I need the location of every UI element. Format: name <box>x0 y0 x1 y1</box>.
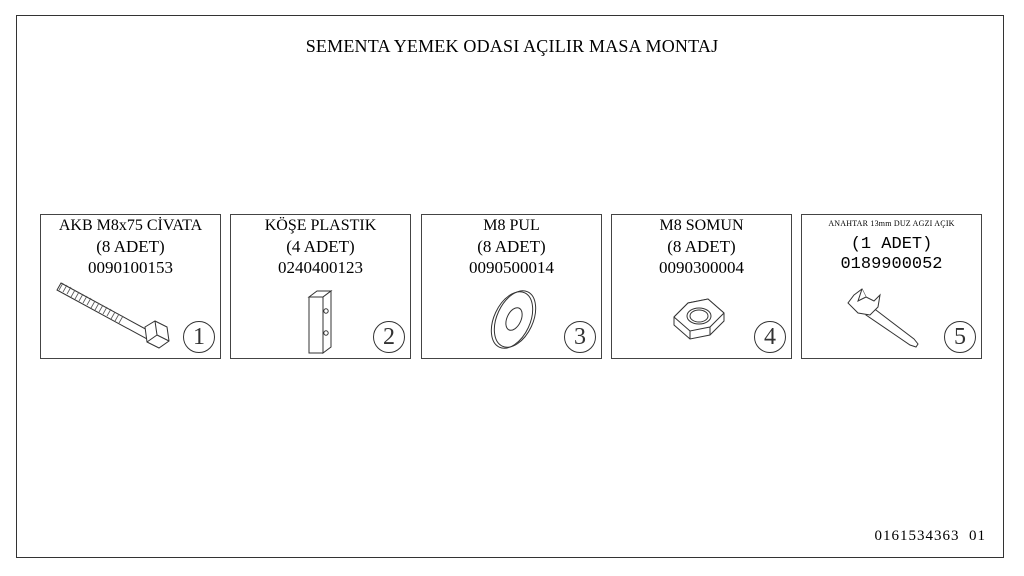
part-code: 0090300004 <box>659 258 744 277</box>
part-name: M8 PUL <box>483 217 540 234</box>
part-number-badge: 5 <box>944 321 976 353</box>
document-number: 0161534363 01 <box>874 528 986 544</box>
part-code: 0189900052 <box>840 255 943 274</box>
part-number-badge: 3 <box>564 321 596 353</box>
part-quantity: (4 ADET) <box>286 237 355 256</box>
part-number-badge: 4 <box>754 321 786 353</box>
part-quantity: (8 ADET) <box>96 237 165 256</box>
part-name: ANAHTAR 13mm DUZ AGZI AÇIK <box>828 219 955 228</box>
part-card-bolt <box>40 214 221 359</box>
page-title: SEMENTA YEMEK ODASI AÇILIR MASA MONTAJ <box>305 36 719 56</box>
part-code: 0090500014 <box>469 258 554 277</box>
part-code: 0240400123 <box>278 258 363 277</box>
part-number-badge: 1 <box>183 321 215 353</box>
part-card-washer <box>421 214 602 359</box>
part-card-hex-nut <box>611 214 792 359</box>
part-card-wrench <box>801 214 982 359</box>
part-number-badge: 2 <box>373 321 405 353</box>
part-code: 0090100153 <box>88 258 173 277</box>
part-name: KÖŞE PLASTIK <box>264 217 377 234</box>
part-quantity: (8 ADET) <box>667 237 736 256</box>
part-name: AKB M8x75 CİVATA <box>58 217 203 234</box>
part-quantity: (8 ADET) <box>477 237 546 256</box>
part-name: M8 SOMUN <box>659 217 744 234</box>
part-card-corner-plastic <box>230 214 411 359</box>
part-quantity: (1 ADET) <box>850 235 933 254</box>
